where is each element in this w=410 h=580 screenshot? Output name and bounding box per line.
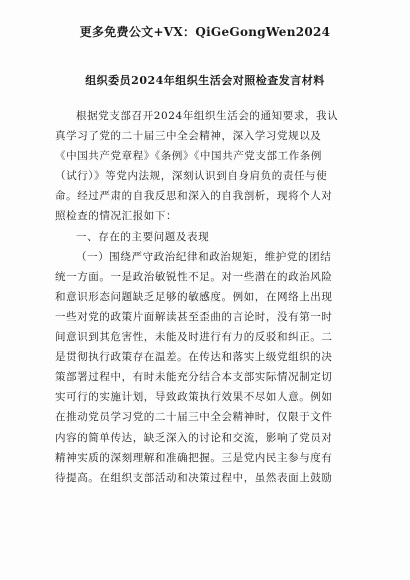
- body-line: 和意识形态问题缺乏足够的敏感度。例如，在网络上出现: [55, 290, 333, 303]
- body-line: 在推动党员学习党的二十届三中全会精神时，仅限于文件: [55, 411, 333, 424]
- body-line: 内容的简单传达，缺乏深入的讨论和交流，影响了党员对: [55, 431, 333, 444]
- body-line: 实可行的实施计划，导致政策执行效果不尽如人意。例如: [55, 391, 333, 404]
- body-line: 待提高。在组织支部活动和决策过程中，虽然表面上鼓励: [55, 471, 333, 484]
- body-line: 照检查的情况汇报如下：: [55, 210, 178, 223]
- document-title: 组织委员2024年组织生活会对照检查发言材料: [85, 74, 325, 87]
- body-line: （一）围绕严守政治纪律和政治规矩，维护党的团结: [76, 250, 332, 263]
- body-line: 间意识到其危害性，未能及时进行有力的反驳和纠正。二: [55, 331, 333, 344]
- body-line: 真学习了党的二十届三中全会精神，深入学习党规以及: [55, 130, 322, 143]
- body-line: 统一方面。一是政治敏锐性不足。对一些潜在的政治风险: [55, 270, 333, 283]
- body-line: 一些对党的政策片面解读甚至歪曲的言论时，没有第一时: [55, 310, 333, 323]
- watermark-header: 更多免费公文+VX：QiGeGongWen2024: [79, 25, 331, 39]
- body-line: 《中国共产党章程》《条例》《中国共产党支部工作条例: [55, 150, 322, 163]
- body-line: 策部署过程中，有时未能充分结合本支部实际情况制定切: [55, 371, 333, 384]
- section-heading: 一、存在的主要问题及表现: [76, 230, 210, 243]
- body-line: 精神实质的深刻理解和准确把握。三是党内民主参与度有: [55, 451, 333, 464]
- body-line: （试行）》等党内法规，深刻认识到自身肩负的责任与使: [55, 170, 328, 183]
- body-line: 命。经过严肃的自我反思和深入的自我剖析，现将个人对: [55, 190, 333, 203]
- document-body: [55, 106, 355, 488]
- body-line: 根据党支部召开2024年组织生活会的通知要求，我认: [76, 110, 339, 122]
- body-line: 是贯彻执行政策存在温差。在传达和落实上级党组织的决: [55, 351, 333, 364]
